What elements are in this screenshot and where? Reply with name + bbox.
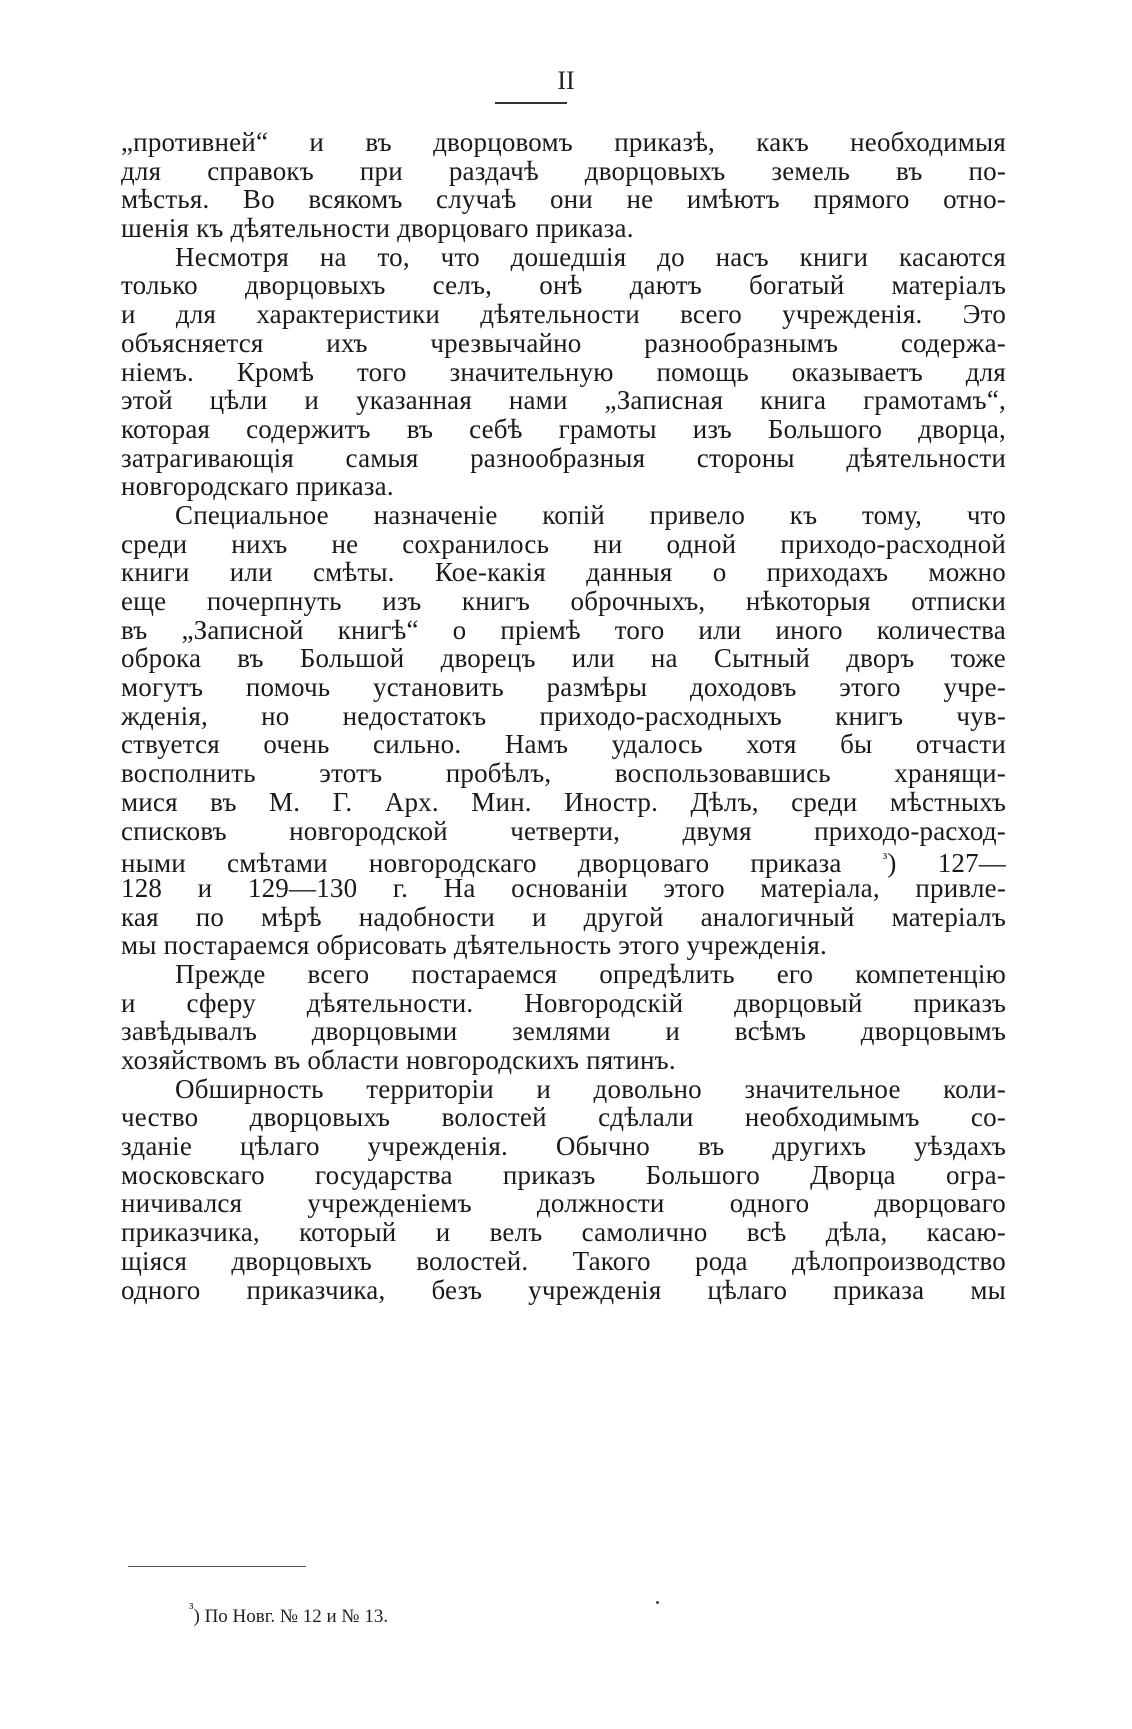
text-line-continuation: ) 127— xyxy=(887,848,1006,879)
footnote-marker: ³ xyxy=(189,1601,194,1617)
body-text xyxy=(121,128,1006,1304)
footnote xyxy=(189,1597,388,1629)
text-line xyxy=(121,960,1006,989)
text-line-content: только дворцовыхъ селъ, онѣ даютъ богатый матеріалъ xyxy=(121,270,1006,301)
text-line-content: Несмотря на то, что дошедшія до насъ книги касаются xyxy=(175,241,1006,272)
text-line-content: еще почерпнуть изъ книгъ оброчныхъ, нѣкоторыя отписки xyxy=(121,586,1006,616)
text-line-content: среди нихъ не сохранилось ни одной приходо-расходной xyxy=(121,528,1006,559)
text-line xyxy=(121,185,1006,214)
text-line-content: щіяся дворцовыхъ волостей. Такого рода дѣлопроизводство xyxy=(121,1245,1007,1276)
text-line xyxy=(121,644,1006,673)
footnote-reference: ³ xyxy=(882,851,888,868)
text-line-content: ніемъ. Кромѣ того значительную помощь оказываетъ для xyxy=(121,356,1006,387)
footnote-text: ) По Новг. № 12 и № 13. xyxy=(193,1606,389,1627)
text-line-content: и для характеристики дѣятельности всего учрежденія. Это xyxy=(121,299,1007,330)
text-line-content: зданіе цѣлаго учрежденія. Обычно въ другихъ уѣздахъ xyxy=(121,1131,1007,1162)
text-line xyxy=(121,1218,1006,1247)
text-line xyxy=(121,1247,1006,1276)
text-line-content: затрагивающія самыя разнообразныя стороны дѣятельности xyxy=(121,442,1006,473)
text-line-content: въ „Записной книгѣ“ о пріемѣ того или иного количества xyxy=(121,614,1006,645)
text-line xyxy=(121,157,1006,186)
text-line-content: шенія къ дѣятельности дворцоваго приказа. xyxy=(121,213,634,244)
print-speck xyxy=(656,1601,659,1604)
text-line-content: этой цѣли и указанная нами „Записная книга грамотамъ“, xyxy=(121,385,1006,416)
text-line-content: ствуется очень сильно. Намъ удалось хотя бы отчасти xyxy=(121,729,1007,760)
text-line xyxy=(121,817,1006,846)
text-line-content: 128 и 129—130 г. На основаніи этого матеріала, привле- xyxy=(121,872,1007,903)
text-line xyxy=(121,1276,1006,1305)
text-line xyxy=(121,214,1006,243)
text-line xyxy=(121,673,1006,702)
header-rule xyxy=(495,102,567,104)
text-line xyxy=(121,472,1006,501)
text-line-content: ными смѣтами новгородскаго дворцоваго приказа xyxy=(121,848,842,879)
text-line xyxy=(121,1189,1006,1218)
text-line-content: могутъ помочь установить размѣры доходовъ этого учре- xyxy=(121,672,1007,703)
text-line xyxy=(121,1103,1006,1132)
text-line-content: и сферу дѣятельности. Новгородскій дворцовый приказъ xyxy=(121,987,1006,1018)
text-line xyxy=(121,329,1006,358)
text-line xyxy=(121,415,1006,444)
text-line-content: новгородскаго приказа. xyxy=(121,471,394,502)
text-line xyxy=(121,702,1006,731)
text-line xyxy=(121,1132,1006,1161)
text-line-content: хозяйствомъ въ области новгородскихъ пятинъ. xyxy=(121,1045,676,1075)
text-line xyxy=(121,558,1006,587)
text-line-content: для справокъ при раздачѣ дворцовыхъ земель въ по- xyxy=(121,155,1007,186)
text-line-content: мися въ М. Г. Арх. Мин. Иностр. Дѣлъ, среди мѣстныхъ xyxy=(121,786,1007,817)
text-line-content: ничивался учрежденіемъ должности одного дворцоваго xyxy=(121,1188,1007,1219)
text-line xyxy=(121,1075,1006,1104)
text-line-content: „противней“ и въ дворцовомъ приказѣ, какъ необходимыя xyxy=(121,127,1007,157)
text-line-content: московскаго государства приказъ Большого Дворца огра- xyxy=(121,1159,1006,1190)
text-line-content: жденія, но недостатокъ приходо-расходныхъ книгъ чув- xyxy=(121,700,1007,731)
text-line xyxy=(121,501,1006,530)
text-line xyxy=(121,1017,1006,1046)
text-line xyxy=(121,1046,1006,1075)
text-line xyxy=(121,616,1006,645)
text-line xyxy=(121,788,1006,817)
text-line-content: мы постараемся обрисовать дѣятельность этого учрежденія. xyxy=(121,930,827,961)
text-line-content: объясняется ихъ чрезвычайно разнообразнымъ содержа- xyxy=(121,327,1006,358)
text-line xyxy=(121,1161,1006,1190)
page-number: II xyxy=(557,66,575,95)
text-line xyxy=(121,530,1006,559)
text-line-content: Обширность территоріи и довольно значительное коли- xyxy=(175,1073,1006,1104)
text-line xyxy=(121,874,1006,903)
text-line xyxy=(121,989,1006,1018)
text-line-content: Специальное назначеніе копій привело къ тому, что xyxy=(175,499,1006,530)
text-line xyxy=(121,931,1006,960)
text-line xyxy=(121,444,1006,473)
text-line xyxy=(121,386,1006,415)
text-line-content: восполнить этотъ пробѣлъ, воспользовавшись хранящи- xyxy=(121,758,1006,789)
text-line-content: Прежде всего постараемся опредѣлить его компетенцію xyxy=(175,958,1006,989)
text-line-content: завѣдывалъ дворцовыми землями и всѣмъ дворцовымъ xyxy=(121,1016,1006,1047)
text-line-content: мѣстья. Во всякомъ случаѣ они не имѣютъ прямого отно- xyxy=(121,184,1006,215)
text-line xyxy=(121,243,1006,272)
text-line-content: которая содержитъ въ себѣ грамоты изъ Большого дворца, xyxy=(121,413,1006,444)
text-line xyxy=(121,587,1006,616)
text-line-content: списковъ новгородской четверти, двумя приходо-расход- xyxy=(121,815,1006,846)
text-line xyxy=(121,300,1006,329)
text-line xyxy=(121,903,1006,932)
text-line-content: чество дворцовыхъ волостей сдѣлали необходимымъ со- xyxy=(121,1102,1006,1133)
text-line xyxy=(121,358,1006,387)
text-line xyxy=(121,845,1006,879)
text-line-content: книги или смѣты. Кое-какія данныя о приходахъ можно xyxy=(121,557,1006,588)
text-line xyxy=(121,128,1006,157)
text-line-content: оброка въ Большой дворецъ или на Сытный дворъ тоже xyxy=(121,643,1006,674)
text-line xyxy=(121,759,1006,788)
text-line xyxy=(121,730,1006,759)
text-line-content: кая по мѣрѣ надобности и другой аналогичный матеріалъ xyxy=(121,901,1007,932)
text-line-content: одного приказчика, безъ учрежденія цѣлаго приказа мы xyxy=(121,1274,1006,1305)
text-line xyxy=(121,271,1006,300)
footnote-rule xyxy=(128,1566,306,1567)
text-line-content: приказчика, который и велъ самолично всѣ дѣла, касаю- xyxy=(121,1217,1006,1248)
